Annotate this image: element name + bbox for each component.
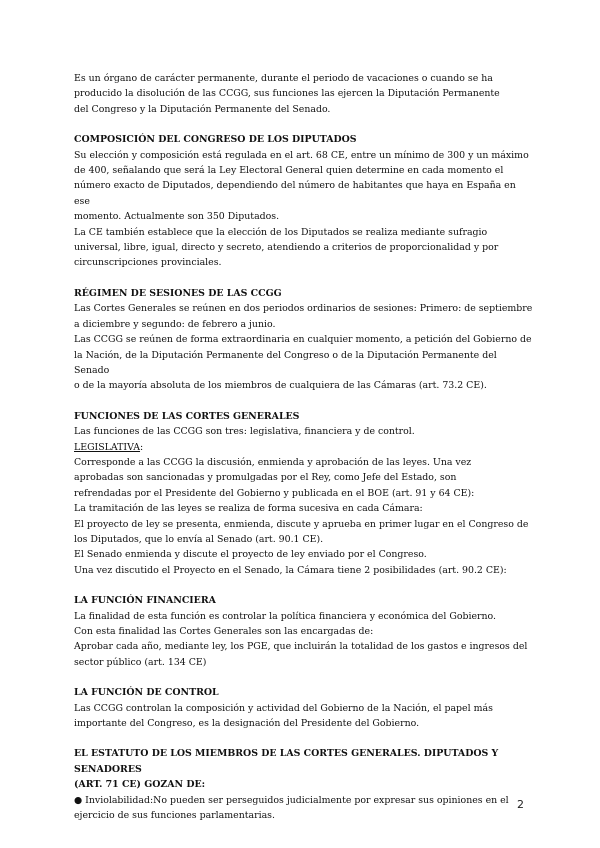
page-number: 2 [517,798,524,811]
section-financiera [74,593,534,670]
text-line: Corresponde a las CCGG la discusión, enmienda y aprobación de las leyes. Una vez [74,456,472,468]
text-line: Es un órgano de carácter permanente, durante el periodo de vacaciones o cuando se ha [74,73,493,84]
intro-paragraph [74,71,534,117]
text-line: La finalidad de esta función es controlar la política financiera y económica del Gobierno. [74,610,496,622]
text-line: Las CCGG controlan la composición y actividad del Gobierno de la Nación, el papel más [74,702,493,714]
section-regimen [74,286,534,394]
bullet-line: ● Inviolabilidad:No pueden ser perseguidos judicialmente por expresar sus opiniones en el [74,794,509,806]
text-line: La tramitación de las leyes se realiza de forma sucesiva en cada Cámara: [74,503,423,515]
section-heading: EL ESTATUTO DE LOS MIEMBROS DE LAS CORTES GENERALES. DIPUTADOS Y SENADORES [74,748,499,775]
section-heading: LA FUNCIÓN DE CONTROL [74,687,219,699]
text-line: importante del Congreso, es la designación del Presidente del Gobierno. [74,718,420,730]
section-funciones [74,409,534,578]
legislativa-subheading [74,440,534,455]
text-line: El proyecto de ley se presenta, enmienda, discute y aprueba en primer lugar en el Congreso de [74,518,529,530]
text-line: Aprobar cada año, mediante ley, los PGE, que incluirán la totalidad de los gastos e ingresos del [74,641,528,653]
text-line: de 400, señalando que será la Ley Electoral General quien determine en cada momento el [74,165,504,177]
section-heading: FUNCIONES DE LAS CORTES GENERALES [74,410,300,422]
section-heading: RÉGIMEN DE SESIONES DE LAS CCGG [74,287,282,299]
text-line: Con esta finalidad las Cortes Generales son las encargadas de: [74,626,374,637]
text-line: momento. Actualmente son 350 Diputados. [74,211,280,223]
document-body [74,71,534,823]
text-line: o de la mayoría absoluta de los miembros de cualquiera de las Cámaras (art. 73.2 CE). [74,380,487,392]
section-estatuto [74,746,534,823]
legislativa-label: LEGISLATIVA [74,441,141,453]
text-line: circunscripciones provinciales. [74,257,222,269]
text-line: universal, libre, igual, directo y secreto, atendiendo a criterios de proporcionalidad y por [74,242,499,254]
text-line: Su elección y composición está regulada en el art. 68 CE, entre un mínimo de 300 y un máximo [74,149,529,161]
text-line: a diciembre y segundo: de febrero a junio. [74,318,276,330]
text-line: la Nación, de la Diputación Permanente del Congreso o de la Diputación Permanente del Senado [74,349,497,376]
section-heading: COMPOSICIÓN DEL CONGRESO DE LOS DIPUTADOS [74,134,357,146]
text-line: Las CCGG se reúnen de forma extraordinaria en cualquier momento, a petición del Gobierno de [74,334,532,346]
text-line: sector público (art. 134 CE) [74,656,207,668]
text-line: refrendadas por el Presidente del Gobierno y publicada en el BOE (art. 91 y 64 CE): [74,487,475,499]
text-line: los Diputados, que lo envía al Senado (art. 90.1 CE). [74,533,324,545]
text-line: del Congreso y la Diputación Permanente del Senado. [74,103,331,115]
text-line: Una vez discutido el Proyecto en el Senado, la Cámara tiene 2 posibilidades (art. 90.2 CE): [74,564,507,576]
text-line: Las Cortes Generales se reúnen en dos periodos ordinarios de sesiones: Primero: de septiembre [74,303,533,315]
section-control [74,685,534,731]
text-line: La CE también establece que la elección de los Diputados se realiza mediante sufragio [74,226,488,238]
text-line: Las funciones de las CCGG son tres: legislativa, financiera y de control. [74,426,415,438]
section-composicion [74,132,534,271]
legislativa-colon: : [140,441,144,453]
section-heading: (ART. 71 CE) GOZAN DE: [74,779,206,791]
text-line: ejercicio de sus funciones parlamentarias. [74,810,275,822]
text-line: producido la disolución de las CCGG, sus funciones las ejercen la Diputación Permanente [74,88,500,100]
text-line: El Senado enmienda y discute el proyecto de ley enviado por el Congreso. [74,549,427,561]
text-line: aprobadas son sancionadas y promulgadas por el Rey, como Jefe del Estado, son [74,472,457,484]
section-heading: LA FUNCIÓN FINANCIERA [74,595,216,607]
text-line: número exacto de Diputados, dependiendo del número de habitantes que haya en España en ese [74,180,516,207]
